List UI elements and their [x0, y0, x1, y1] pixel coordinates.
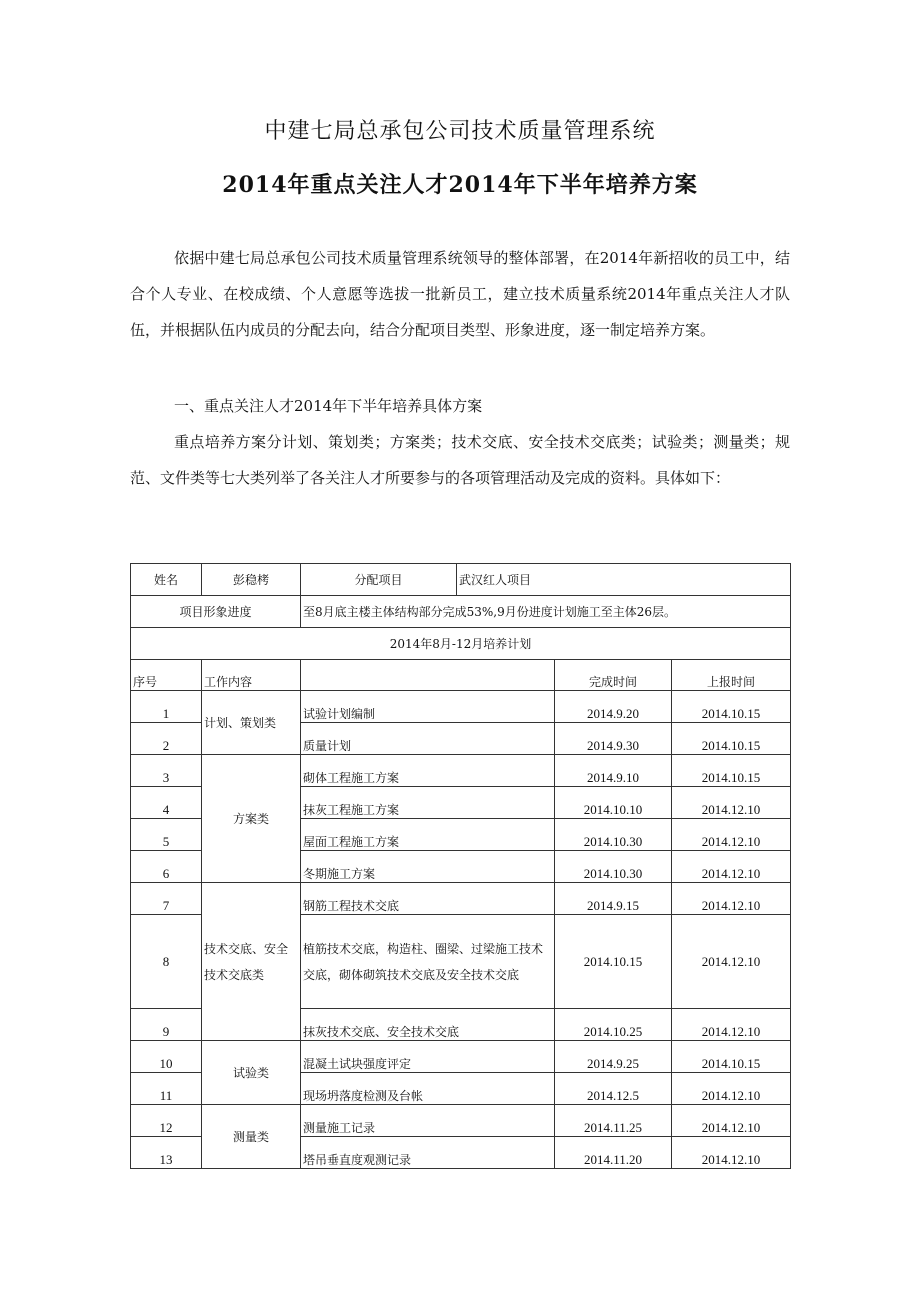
row-done: 2014.10.30	[555, 851, 672, 883]
intro-paragraph: 依据中建七局总承包公司技术质量管理系统领导的整体部署，在2014年新招收的员工中，结合个人专业、在校成绩、个人意愿等选拔一批新员工，建立技术质量系统2014年重点关注人才队伍，并根据队伍内成员的分配去向，结合分配项目类型、形象进度，逐一制定培养方案。	[130, 249, 790, 339]
row-item: 混凝土试块强度评定	[301, 1041, 555, 1073]
document-subtitle: 2014年重点关注人才2014年下半年培养方案	[222, 172, 698, 198]
header-work: 工作内容	[202, 660, 301, 691]
header-row	[131, 660, 791, 691]
row-done: 2014.11.25	[555, 1105, 672, 1137]
table-row	[131, 755, 791, 787]
row-report: 2014.10.15	[672, 755, 791, 787]
progress-label: 项目形象进度	[131, 596, 301, 628]
name-value: 彭稳栲	[202, 564, 301, 596]
row-no: 8	[131, 915, 202, 1009]
info-row	[131, 564, 791, 596]
plan-title: 2014年8月-12月培养计划	[131, 628, 791, 660]
row-report: 2014.10.15	[672, 691, 791, 723]
group-cell: 试验类	[202, 1041, 301, 1105]
row-done: 2014.9.20	[555, 691, 672, 723]
row-report: 2014.12.10	[672, 1073, 791, 1105]
table-row	[131, 691, 791, 723]
table-row	[131, 883, 791, 915]
document-title: 中建七局总承包公司技术质量管理系统	[264, 119, 656, 144]
row-no: 12	[131, 1105, 202, 1137]
row-no: 3	[131, 755, 202, 787]
row-item: 塔吊垂直度观测记录	[301, 1137, 555, 1169]
table-row	[131, 1041, 791, 1073]
row-no: 4	[131, 787, 202, 819]
header-done: 完成时间	[555, 660, 672, 691]
table-row	[131, 1105, 791, 1137]
header-blank	[301, 660, 555, 691]
row-report: 2014.12.10	[672, 915, 791, 1009]
progress-value: 至8月底主楼主体结构部分完成53%,9月份进度计划施工至主体26层。	[301, 596, 791, 628]
row-item: 屋面工程施工方案	[301, 819, 555, 851]
row-no: 6	[131, 851, 202, 883]
header-report: 上报时间	[672, 660, 791, 691]
group-cell: 测量类	[202, 1105, 301, 1169]
section-heading: 一、重点关注人才2014年下半年培养具体方案	[174, 397, 483, 415]
row-done: 2014.9.10	[555, 755, 672, 787]
row-no: 11	[131, 1073, 202, 1105]
group-cell: 方案类	[202, 755, 301, 883]
group-cell: 技术交底、安全技术交底类	[202, 883, 301, 1041]
row-no: 1	[131, 691, 202, 723]
row-report: 2014.10.15	[672, 723, 791, 755]
plan-paragraph: 重点培养方案分计划、策划类；方案类；技术交底、安全技术交底类；试验类；测量类；规范、文件类等七大类列举了各关注人才所要参与的各项管理活动及完成的资料。具体如下：	[130, 433, 790, 487]
row-item: 砌体工程施工方案	[301, 755, 555, 787]
row-item: 现场坍落度检测及台帐	[301, 1073, 555, 1105]
name-label: 姓名	[131, 564, 202, 596]
project-value: 武汉红人项目	[457, 564, 791, 596]
row-done: 2014.10.25	[555, 1009, 672, 1041]
plan-title-row	[131, 628, 791, 660]
row-done: 2014.10.15	[555, 915, 672, 1009]
project-label: 分配项目	[301, 564, 457, 596]
row-done: 2014.12.5	[555, 1073, 672, 1105]
row-no: 10	[131, 1041, 202, 1073]
row-done: 2014.10.30	[555, 819, 672, 851]
training-plan-table	[130, 563, 791, 1169]
row-item: 质量计划	[301, 723, 555, 755]
row-done: 2014.9.30	[555, 723, 672, 755]
row-done: 2014.9.15	[555, 883, 672, 915]
row-done: 2014.10.10	[555, 787, 672, 819]
row-report: 2014.12.10	[672, 1137, 791, 1169]
row-report: 2014.12.10	[672, 819, 791, 851]
row-report: 2014.12.10	[672, 1105, 791, 1137]
row-item: 植筋技术交底，构造柱、圈梁、过梁施工技术交底，砌体砌筑技术交底及安全技术交底	[301, 915, 555, 1009]
row-done: 2014.9.25	[555, 1041, 672, 1073]
row-report: 2014.12.10	[672, 851, 791, 883]
row-no: 13	[131, 1137, 202, 1169]
row-item: 钢筋工程技术交底	[301, 883, 555, 915]
row-report: 2014.12.10	[672, 1009, 791, 1041]
row-no: 7	[131, 883, 202, 915]
row-report: 2014.10.15	[672, 1041, 791, 1073]
row-item: 抹灰工程施工方案	[301, 787, 555, 819]
row-no: 5	[131, 819, 202, 851]
row-report: 2014.12.10	[672, 787, 791, 819]
row-done: 2014.11.20	[555, 1137, 672, 1169]
row-no: 9	[131, 1009, 202, 1041]
row-item: 试验计划编制	[301, 691, 555, 723]
progress-row	[131, 596, 791, 628]
row-item: 冬期施工方案	[301, 851, 555, 883]
header-no: 序号	[131, 660, 202, 691]
group-cell: 计划、策划类	[202, 691, 301, 755]
row-no: 2	[131, 723, 202, 755]
row-report: 2014.12.10	[672, 883, 791, 915]
row-item: 测量施工记录	[301, 1105, 555, 1137]
row-item: 抹灰技术交底、安全技术交底	[301, 1009, 555, 1041]
